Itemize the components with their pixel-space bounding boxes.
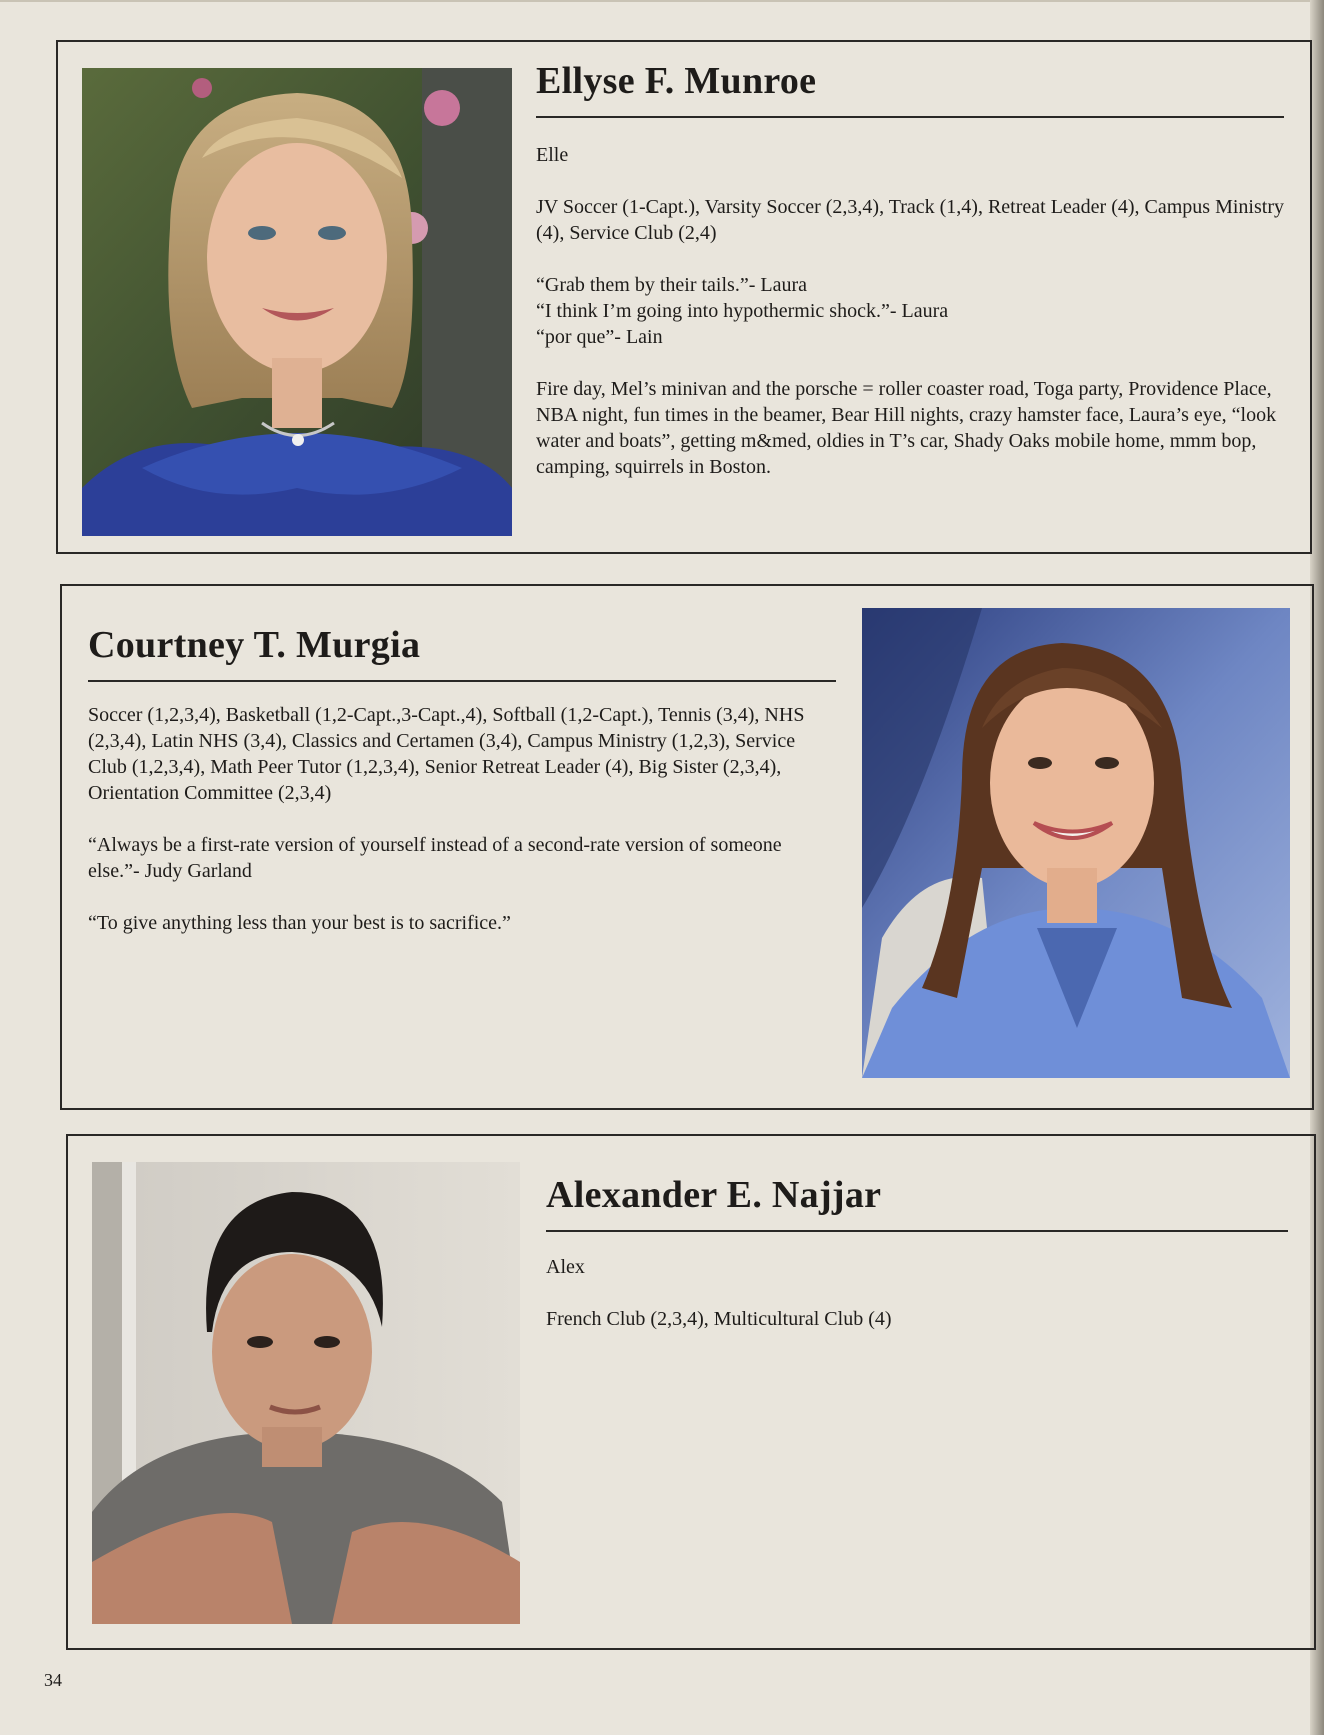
quote: “To give anything less than your best is to sacrifice.” [88, 912, 511, 934]
page-top-edge [0, 0, 1324, 2]
portrait-photo-najjar [92, 1162, 520, 1624]
nickname: Elle [536, 144, 569, 166]
quote: “I think I’m going into hypothermic shock.”- Laura [536, 300, 949, 322]
portrait-photo-munroe [82, 68, 512, 536]
activities: JV Soccer (1-Capt.), Varsity Soccer (2,3,4), Track (1,4), Retreat Leader (4), Campus Ministry (4), Service Club (2,4) [536, 196, 1284, 244]
activities: French Club (2,3,4), Multicultural Club (4) [546, 1308, 892, 1330]
quote: “por que”- Lain [536, 326, 663, 348]
portrait-photo-murgia [862, 608, 1290, 1078]
student-name: Alexander E. Najjar [546, 1172, 1288, 1232]
senior-entry-najjar [66, 1134, 1316, 1650]
student-name: Ellyse F. Munroe [536, 58, 1284, 118]
nickname: Alex [546, 1256, 585, 1278]
entry-text-najjar [546, 1172, 1288, 1332]
activities: Soccer (1,2,3,4), Basketball (1,2-Capt.,3-Capt.,4), Softball (1,2-Capt.), Tennis (3,4), NHS (2,3,4), Latin NHS (3,4), Classics and Certamen (3,4), Campus Ministry (1,2,3), Service Club (1,2,3,4), Math Peer Tutor (1,2,3,4), Senior Retreat Leader (4), Big Sister (2,3,4), Orientation Committee (2,3,4) [88, 704, 805, 804]
quote: “Grab them by their tails.”- Laura [536, 274, 807, 296]
quote: “Always be a first-rate version of yourself instead of a second-rate version of someone else.”- Judy Garland [88, 834, 782, 882]
page-number: 34 [44, 1670, 62, 1690]
memories: Fire day, Mel’s minivan and the porsche = roller coaster road, Toga party, Providence Place, NBA night, fun times in the beamer, Bear Hill nights, crazy hamster face, Laura’s eye, “look water and boats”, getting m&med, oldies in T’s car, Shady Oaks mobile home, mmm bop, camping, squirrels in Boston. [536, 378, 1277, 478]
senior-entry-munroe [56, 40, 1312, 554]
senior-entry-murgia [60, 584, 1314, 1110]
student-name: Courtney T. Murgia [88, 622, 836, 682]
entry-text-munroe [536, 58, 1284, 480]
entry-text-murgia [88, 622, 836, 936]
